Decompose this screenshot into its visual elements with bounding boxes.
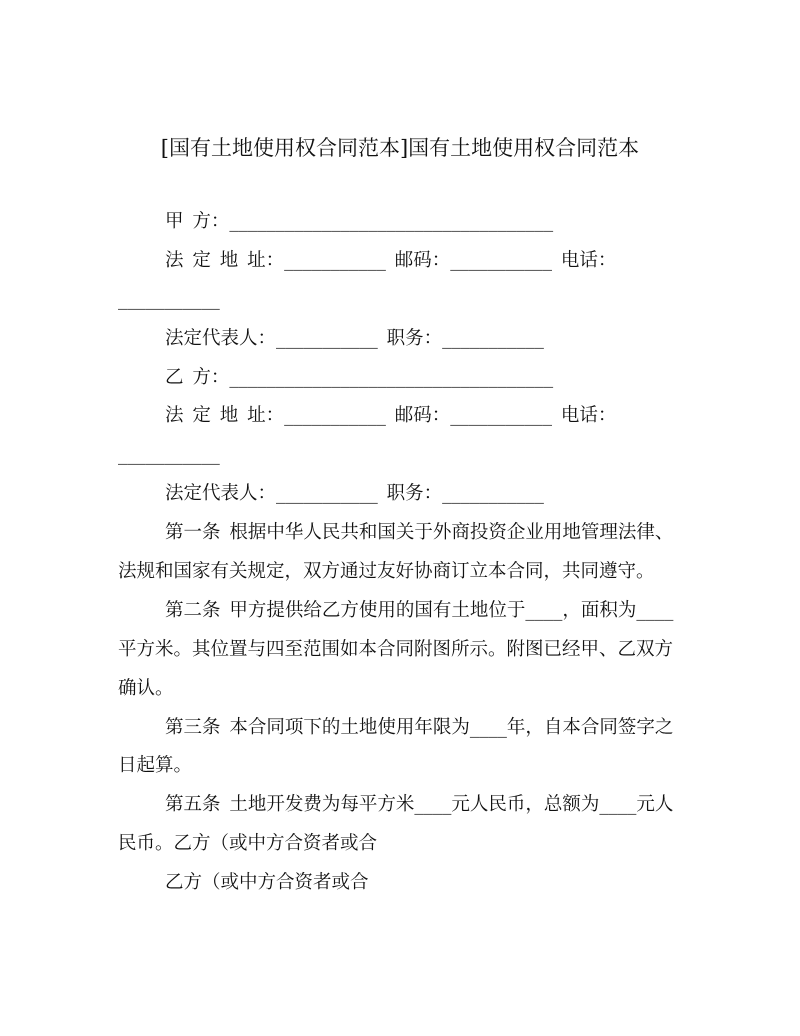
party-a-block	[118, 203, 698, 359]
article-line: 第五条 土地开发费为每平方米____元人民币，总额为____元人	[165, 794, 674, 816]
article-line: 确认。	[118, 677, 174, 699]
party-b-name-line: 乙 方：___________________________________	[165, 366, 554, 388]
article-5	[118, 786, 698, 864]
party-b-block	[118, 359, 698, 515]
article-3	[118, 709, 698, 787]
party-a-representative-line: 法定代表人：___________ 职务：___________	[165, 327, 544, 349]
article-line: 民币。乙方（或中方合资者或合	[118, 833, 378, 855]
article-line: 平方米。其位置与四至范围如本合同附图所示。附图已经甲、乙双方	[118, 638, 674, 660]
article-line: 日起算。	[118, 755, 193, 777]
article-2	[118, 592, 698, 709]
article-line: 第二条 甲方提供给乙方使用的国有土地位于____，面积为____	[165, 599, 674, 621]
article-line: 法规和国家有关规定，双方通过友好协商订立本合同，共同遵守。	[118, 561, 655, 583]
trailing-fragment: 乙方（或中方合资者或合	[165, 872, 369, 894]
article-line: 第一条 根据中华人民共和国关于外商投资企业用地管理法律、	[165, 522, 674, 544]
article-line: 第三条 本合同项下的土地使用年限为____年，自本合同签字之	[165, 716, 674, 738]
article-1	[118, 514, 698, 592]
party-a-name-line: 甲 方：___________________________________	[165, 211, 554, 232]
document-title: [国有土地使用权合同范本]国有土地使用权合同范本	[160, 136, 640, 160]
party-b-address-line: 法 定 地 址：___________ 邮码：___________ 电话：	[165, 405, 617, 427]
document-body	[118, 203, 698, 903]
party-a-phone-blank: ___________	[118, 288, 220, 310]
party-a-address-line: 法 定 地 址：___________ 邮码：___________ 电话：	[165, 249, 617, 271]
party-b-representative-line: 法定代表人：___________ 职务：___________	[165, 483, 544, 505]
party-b-phone-blank: ___________	[118, 444, 220, 466]
